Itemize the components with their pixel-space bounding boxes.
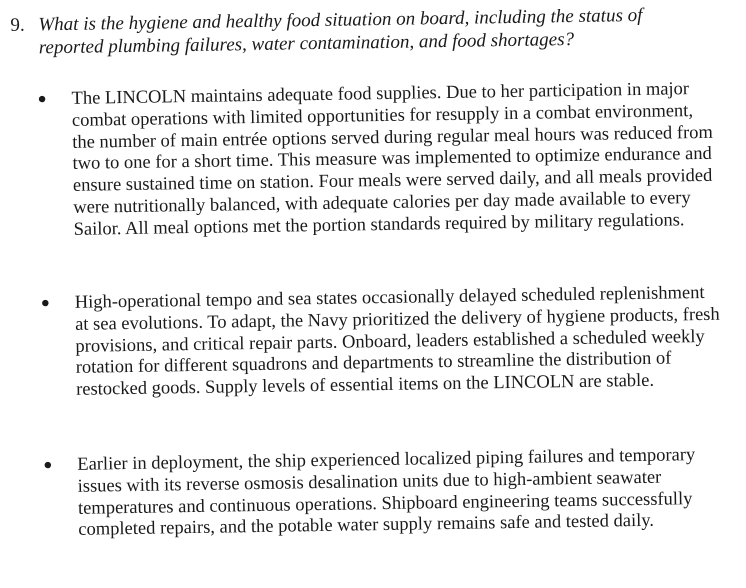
bullet-text: Earlier in deployment, the ship experienced localized piping failures and temporary issues with its reverse osmosis desalination units due to high-ambient seawater temperatures and continuous operations. Shipboard engineering teams successfully completed repairs, and the potable water supply remains safe and tested daily.: [77, 445, 696, 541]
question-text: What is the hygiene and healthy food situation on board, including the status of reported plumbing failures, water contamination, and food shortages?: [38, 4, 643, 59]
bullet-icon: ●: [37, 91, 47, 108]
question-heading: [10, 3, 711, 60]
bullet-item-food-supplies: [37, 79, 719, 242]
bullet-item-replenishment: [41, 283, 723, 403]
bullet-text: High-operational tempo and sea states occasionally delayed scheduled replenishment at sea evolutions. To adapt, the Navy prioritized the delivery of hygiene products, fresh provisions, and critical repair parts. Onboard, leaders established a scheduled weekly rotation for different squadrons and departments to streamline the distribution of restocked goods. Supply levels of essential items on the LINCOLN are stable.: [74, 282, 720, 401]
question-number: 9.: [10, 14, 25, 36]
bullet-text: The LINCOLN maintains adequate food supplies. Due to her participation in major combat operations with limited opportunities for resupply in a combat environment, the number of main entrée options served during regular meal hours was reduced from two to one for a short time. This measure was implemented to optimize endurance and ensure sustained time on station. Four meals were served daily, and all meals provided were nutritionally balanced, with adequate calories per day made available to every Sailor. All meal options met the portion standards required by military regulations.: [71, 79, 713, 240]
bullet-item-water-supply: [43, 445, 724, 543]
bullet-icon: ●: [40, 295, 50, 312]
bullet-icon: ●: [43, 457, 53, 474]
